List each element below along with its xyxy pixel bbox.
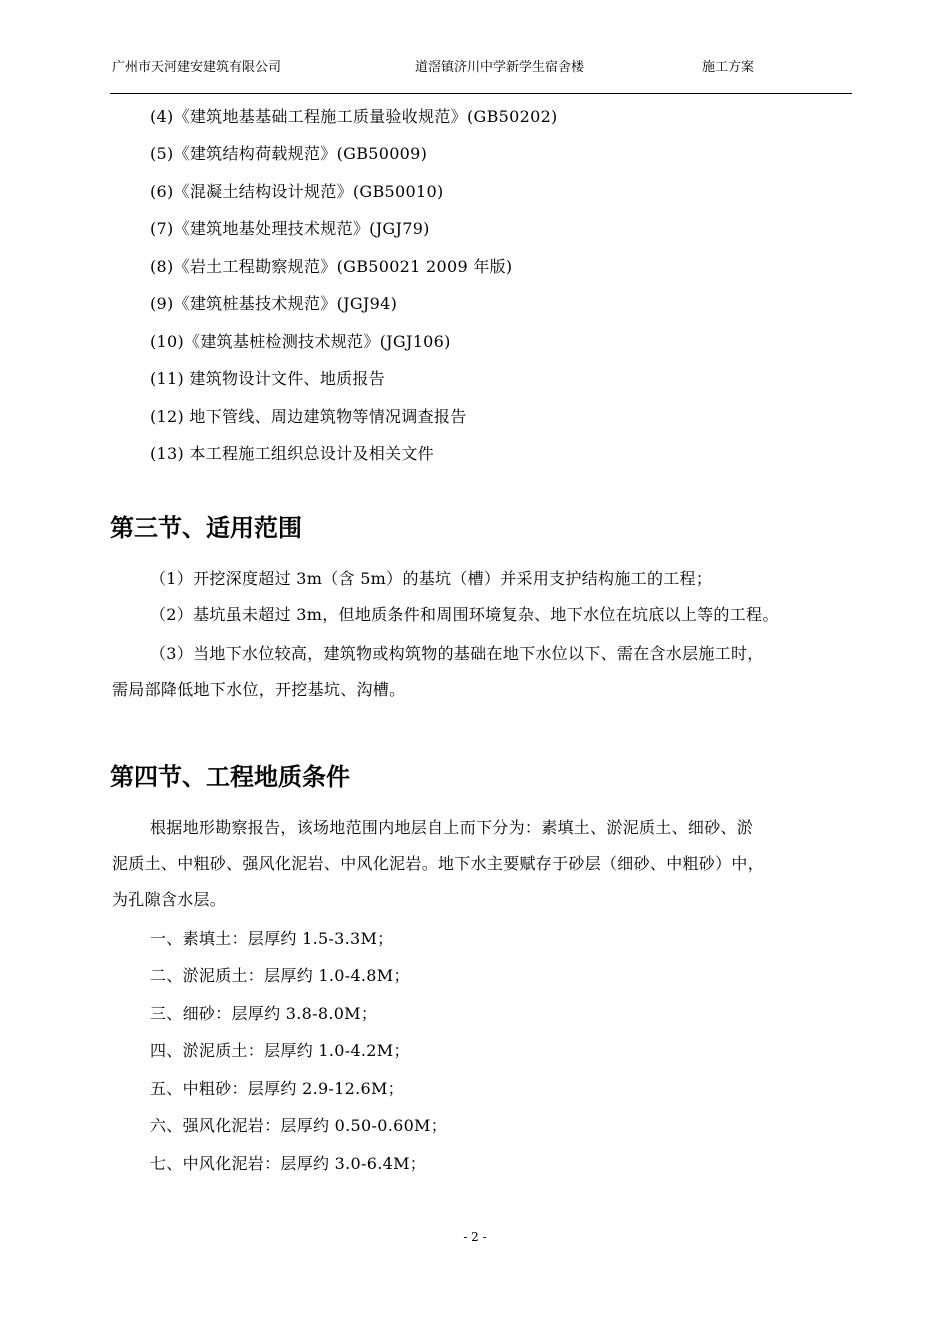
soil-layer-item: 六、强风化泥岩：层厚约 0.50-0.60M；	[150, 1116, 448, 1135]
soil-layer-item: 一、素填土：层厚约 1.5-3.3M；	[150, 929, 394, 948]
reference-item: (5)《建筑结构荷载规范》(GB50009)	[150, 144, 428, 163]
header-company: 广州市天河建安建筑有限公司	[112, 60, 282, 75]
scope-item-continuation: 需局部降低地下水位，开挖基坑、沟槽。	[112, 680, 406, 699]
soil-layer-item: 四、淤泥质土：层厚约 1.0-4.2M；	[150, 1041, 410, 1060]
geology-intro-line: 泥质土、中粗砂、强风化泥岩、中风化泥岩。地下水主要赋存于砂层（细砂、中粗砂）中，	[112, 854, 765, 873]
header-doc-type: 施工方案	[702, 60, 755, 75]
soil-layer-item: 三、细砂：层厚约 3.8-8.0M；	[150, 1004, 378, 1023]
geology-intro-line: 为孔隙含水层。	[112, 890, 227, 909]
reference-item: (7)《建筑地基处理技术规范》(JGJ79)	[150, 219, 430, 238]
soil-layer-item: 七、中风化泥岩：层厚约 3.0-6.4M；	[150, 1154, 427, 1173]
reference-item: (10)《建筑基桩检测技术规范》(JGJ106)	[150, 332, 451, 351]
reference-item: (12) 地下管线、周边建筑物等情况调查报告	[150, 407, 467, 426]
header-rule	[110, 93, 852, 94]
reference-item: (4)《建筑地基基础工程施工质量验收规范》(GB50202)	[150, 107, 558, 126]
page-number: - 2 -	[463, 1230, 487, 1244]
page-header	[112, 56, 852, 76]
scope-item: （3）当地下水位较高，建筑物或构筑物的基础在地下水位以下、需在含水层施工时，	[150, 644, 764, 663]
reference-item: (13) 本工程施工组织总设计及相关文件	[150, 444, 434, 463]
soil-layer-item: 二、淤泥质土：层厚约 1.0-4.8M；	[150, 966, 410, 985]
reference-item: (11) 建筑物设计文件、地质报告	[150, 369, 386, 388]
reference-item: (8)《岩土工程勘察规范》(GB50021 2009 年版)	[150, 257, 513, 276]
soil-layer-item: 五、中粗砂：层厚约 2.9-12.6M；	[150, 1079, 404, 1098]
scope-item: （2）基坑虽未超过 3m，但地质条件和周围环境复杂、地下水位在坑底以上等的工程。	[150, 605, 779, 624]
reference-item: (6)《混凝土结构设计规范》(GB50010)	[150, 182, 444, 201]
section-title: 第三节、适用范围	[110, 514, 302, 542]
geology-intro-line: 根据地形勘察报告，该场地范围内地层自上而下分为：素填土、淤泥质土、细砂、淤	[150, 818, 754, 837]
section-title: 第四节、工程地质条件	[110, 763, 350, 791]
header-project: 道滘镇济川中学新学生宿舍楼	[415, 60, 585, 75]
reference-item: (9)《建筑桩基技术规范》(JGJ94)	[150, 294, 398, 313]
scope-item: （1）开挖深度超过 3m（含 5m）的基坑（槽）并采用支护结构施工的工程；	[150, 569, 713, 588]
